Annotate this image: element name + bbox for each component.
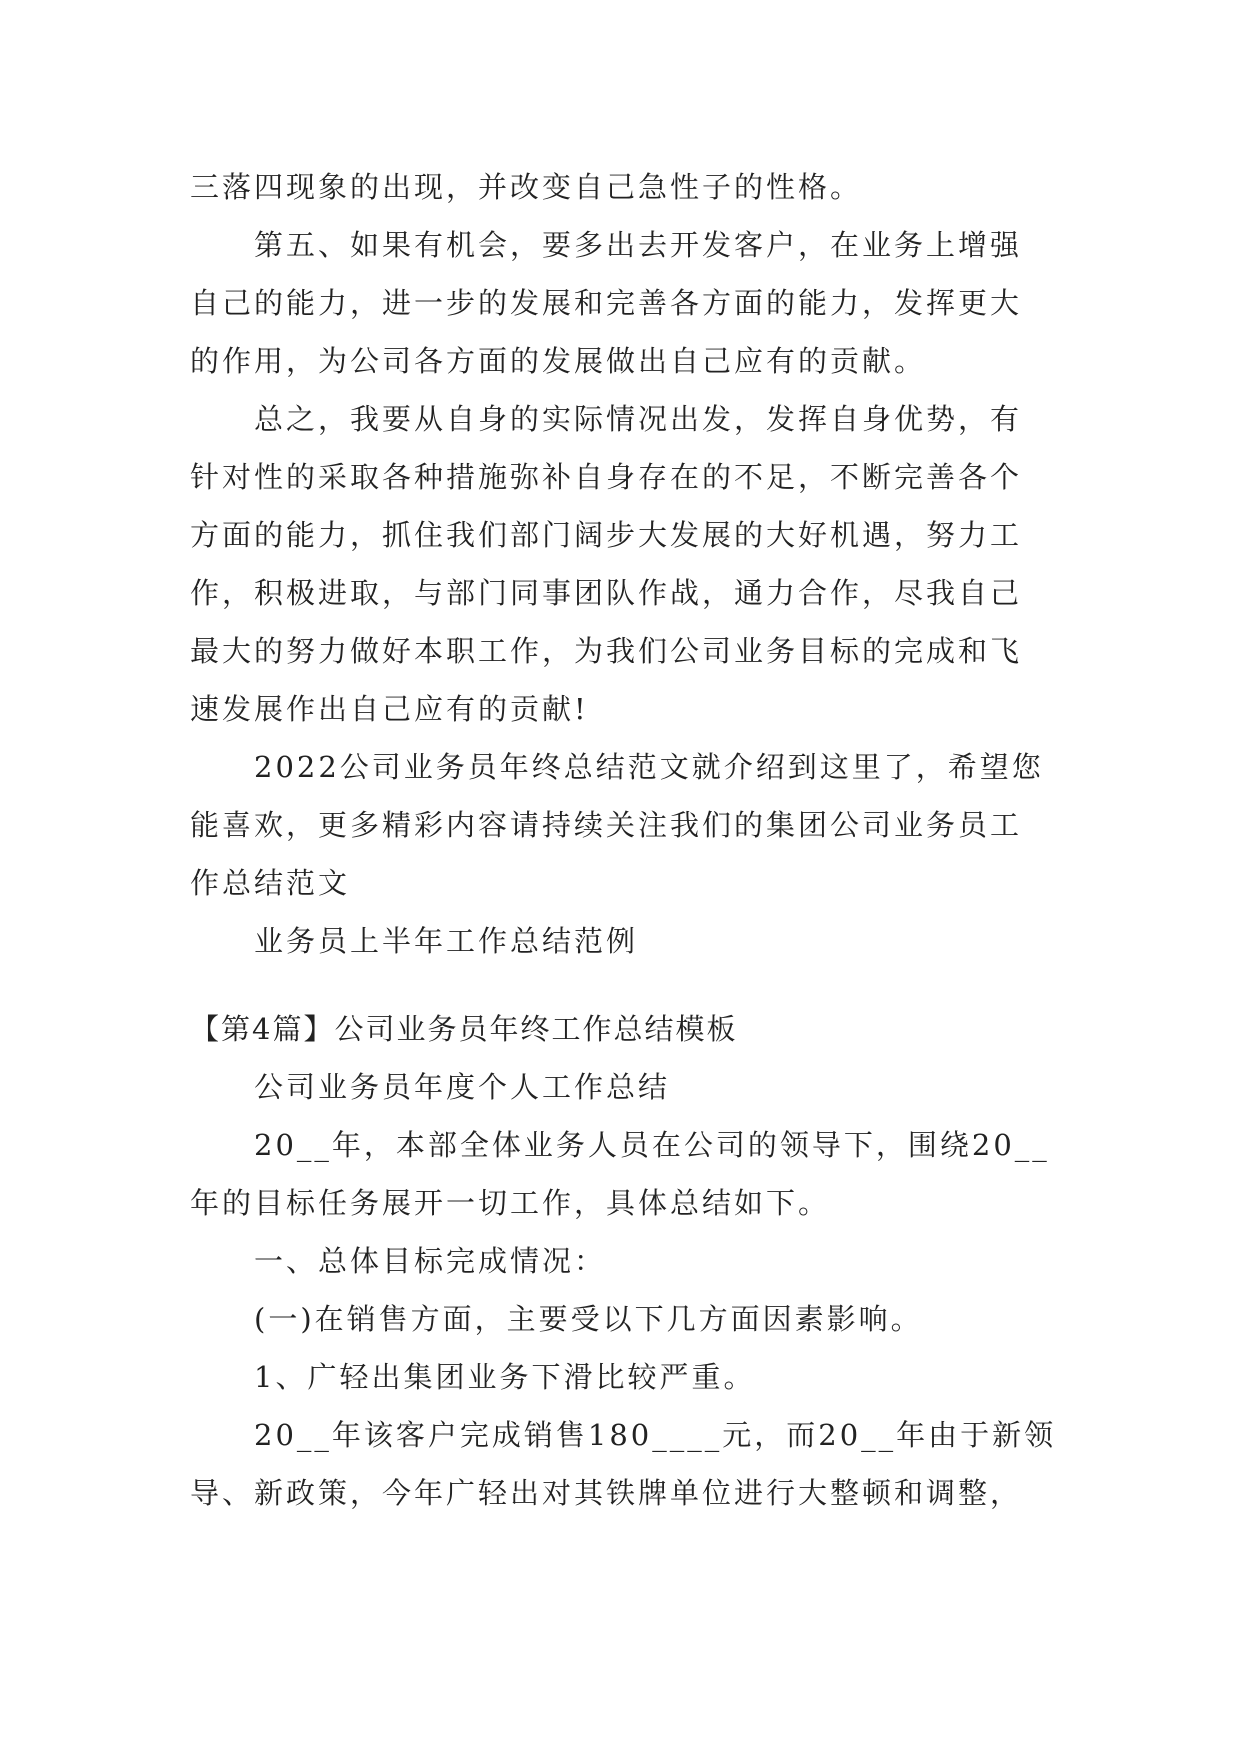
paragraph-line: 2022公司业务员年终总结范文就介绍到这里了，希望您 <box>254 750 1044 784</box>
spacer <box>190 970 1050 1000</box>
text-line: 的作用，为公司各方面的发展做出自己应有的贡献。 <box>190 344 927 378</box>
paragraph-line: 一、总体目标完成情况： <box>254 1244 607 1278</box>
text-line: 能喜欢，更多精彩内容请持续关注我们的集团公司业务员工 <box>190 808 1023 842</box>
paragraph-line: (一)在销售方面，主要受以下几方面因素影响。 <box>254 1302 923 1336</box>
text-line: 作，积极进取，与部门同事团队作战，通力合作，尽我自己 <box>190 576 1023 610</box>
document-body <box>190 158 1057 1522</box>
paragraph-line: 20__年该客户完成销售180____元，而20__年由于新领 <box>254 1418 1057 1452</box>
related-title: 业务员上半年工作总结范例 <box>254 924 639 958</box>
paragraph-line: 第五、如果有机会，要多出去开发客户，在业务上增强 <box>254 228 1023 262</box>
text-line: 针对性的采取各种措施弥补自身存在的不足，不断完善各个 <box>190 460 1023 494</box>
text-line: 三落四现象的出现，并改变自己急性子的性格。 <box>190 170 863 204</box>
paragraph-line: 1、广轻出集团业务下滑比较严重。 <box>254 1360 756 1394</box>
text-line: 年的目标任务展开一切工作，具体总结如下。 <box>190 1186 831 1220</box>
text-line: 最大的努力做好本职工作，为我们公司业务目标的完成和飞 <box>190 634 1023 668</box>
section-heading: 【第4篇】公司业务员年终工作总结模板 <box>190 1012 738 1046</box>
paragraph-line: 总之，我要从自身的实际情况出发，发挥自身优势，有 <box>254 402 1023 436</box>
text-line: 方面的能力，抓住我们部门阔步大发展的大好机遇，努力工 <box>190 518 1023 552</box>
text-line: 速发展作出自己应有的贡献! <box>190 692 589 726</box>
text-line: 作总结范文 <box>190 866 351 900</box>
text-line: 导、新政策，今年广轻出对其铁牌单位进行大整顿和调整， <box>190 1476 1023 1510</box>
text-line: 自己的能力，进一步的发展和完善各方面的能力，发挥更大 <box>190 286 1023 320</box>
paragraph-line: 20__年，本部全体业务人员在公司的领导下，围绕20__ <box>254 1128 1050 1162</box>
section-subtitle: 公司业务员年度个人工作总结 <box>254 1070 671 1104</box>
